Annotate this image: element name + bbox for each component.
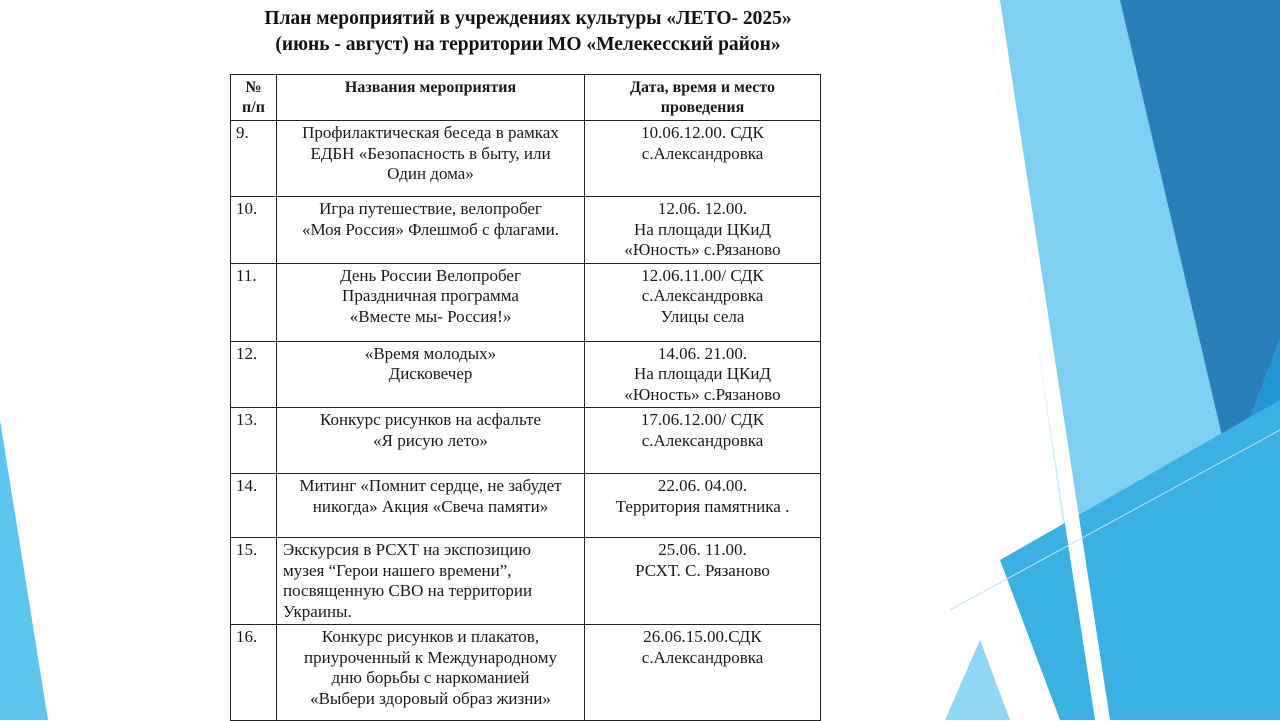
table-header-row (231, 75, 821, 121)
row-number: 15. (231, 538, 277, 625)
right-decor-bottom-wedge (945, 640, 1010, 720)
event-name (277, 121, 585, 197)
event-date-line: с.Александровка (641, 286, 764, 305)
title-line-1: План мероприятий в учреждениях культуры «ЛЕТО- 2025» (264, 8, 792, 29)
header-number-line-1: № (245, 79, 262, 96)
event-date-line: РСХТ. С. Рязаново (635, 560, 770, 580)
event-date-line: с.Александровка (641, 647, 764, 667)
event-name-line: посвященную СВО на территории (283, 581, 533, 600)
event-name-line: «Время молодых» (364, 343, 497, 363)
event-name-line: Праздничная программа (342, 286, 519, 305)
event-date-place (585, 121, 821, 197)
event-name-line: Профилактическая беседа в рамках (302, 123, 559, 142)
left-decor-shape (0, 420, 48, 720)
event-name-line: «Моя Россия» Флешмоб с флагами. (301, 219, 560, 239)
row-number: 10. (231, 197, 277, 264)
event-name-line: ЕДБН «Безопасность в быту, или (310, 143, 551, 163)
row-number: 12. (231, 341, 277, 408)
event-name (277, 538, 585, 625)
event-date-place (585, 474, 821, 538)
event-name-line: «Вместе мы- Россия!» (349, 306, 512, 326)
event-date-line: 25.06. 11.00. (658, 540, 747, 559)
event-name-line: Игра путешествие, велопробег (319, 199, 542, 218)
table-row (231, 474, 821, 538)
event-date-place (585, 538, 821, 625)
event-name-line: приуроченный к Международному (304, 647, 557, 667)
event-name (277, 625, 585, 721)
event-date-line: На площади ЦКиД (633, 219, 772, 239)
document-title (218, 6, 838, 58)
event-name-line: дню борьбы с наркоманией (331, 668, 530, 687)
table-row (231, 263, 821, 341)
event-date-line: 12.06.11.00/ СДК (641, 265, 764, 285)
header-date-place (585, 75, 821, 121)
event-name-line: «Выбери здоровый образ жизни» (310, 688, 551, 708)
event-name (277, 197, 585, 264)
row-number: 14. (231, 474, 277, 538)
event-name-line: Дисковечер (388, 364, 473, 383)
event-name-line: Один дома» (387, 164, 474, 183)
event-date-place (585, 625, 821, 721)
event-date-line: Улицы села (660, 306, 745, 326)
table-row (231, 197, 821, 264)
event-name (277, 474, 585, 538)
event-name (277, 341, 585, 408)
row-number: 16. (231, 625, 277, 721)
event-date-line: 22.06. 04.00. (657, 476, 748, 495)
event-date-line: 12.06. 12.00. (657, 199, 748, 218)
event-date-line: с.Александровка (641, 430, 764, 450)
event-date-line: 26.06.15.00.СДК (643, 627, 762, 646)
document-scan (218, 0, 838, 720)
header-number (231, 75, 277, 121)
event-date-line: 10.06.12.00. СДК (641, 123, 764, 142)
event-name-line: Митинг «Помнит сердце, не забудет (299, 476, 562, 495)
event-date-line: 14.06. 21.00. (657, 343, 748, 363)
event-name-line: Украины. (283, 601, 352, 621)
table-row (231, 341, 821, 408)
table-row (231, 408, 821, 474)
event-name-line: никогда» Акция «Свеча памяти» (312, 496, 549, 516)
table-row (231, 121, 821, 197)
events-table (230, 74, 821, 721)
event-date-line: с.Александровка (641, 143, 764, 163)
event-date-place (585, 197, 821, 264)
header-date-line-1: Дата, время и место (629, 79, 775, 96)
event-date-place (585, 263, 821, 341)
event-name-line: музея “Герои нашего времени”, (283, 560, 512, 580)
event-date-place (585, 408, 821, 474)
event-date-place (585, 341, 821, 408)
event-date-line: На площади ЦКиД (633, 364, 772, 383)
table-row (231, 538, 821, 625)
row-number: 11. (231, 263, 277, 341)
event-date-line: Территория памятника . (615, 496, 790, 516)
table-row (231, 625, 821, 721)
event-date-line: 17.06.12.00/ СДК (640, 410, 765, 429)
event-date-line: «Юность» с.Рязаново (624, 240, 781, 259)
title-line-2: (июнь - август) на территории МО «Мелекесский район» (275, 34, 781, 55)
header-event-name-text: Названия мероприятия (344, 79, 517, 96)
event-date-line: «Юность» с.Рязаново (624, 384, 781, 404)
event-name-line: День России Велопробег (340, 265, 521, 285)
event-name (277, 408, 585, 474)
row-number: 9. (231, 121, 277, 197)
event-name-line: Экскурсия в РСХТ на экспозицию (283, 540, 531, 559)
header-number-line-2: п/п (242, 99, 265, 116)
event-name-line: Конкурс рисунков и плакатов, (321, 627, 540, 646)
header-date-line-2: проведения (660, 99, 745, 116)
header-event-name (277, 75, 585, 121)
event-name-line: Конкурс рисунков на асфальте (319, 410, 542, 429)
event-name (277, 263, 585, 341)
event-name-line: «Я рисую лето» (373, 430, 488, 450)
row-number: 13. (231, 408, 277, 474)
